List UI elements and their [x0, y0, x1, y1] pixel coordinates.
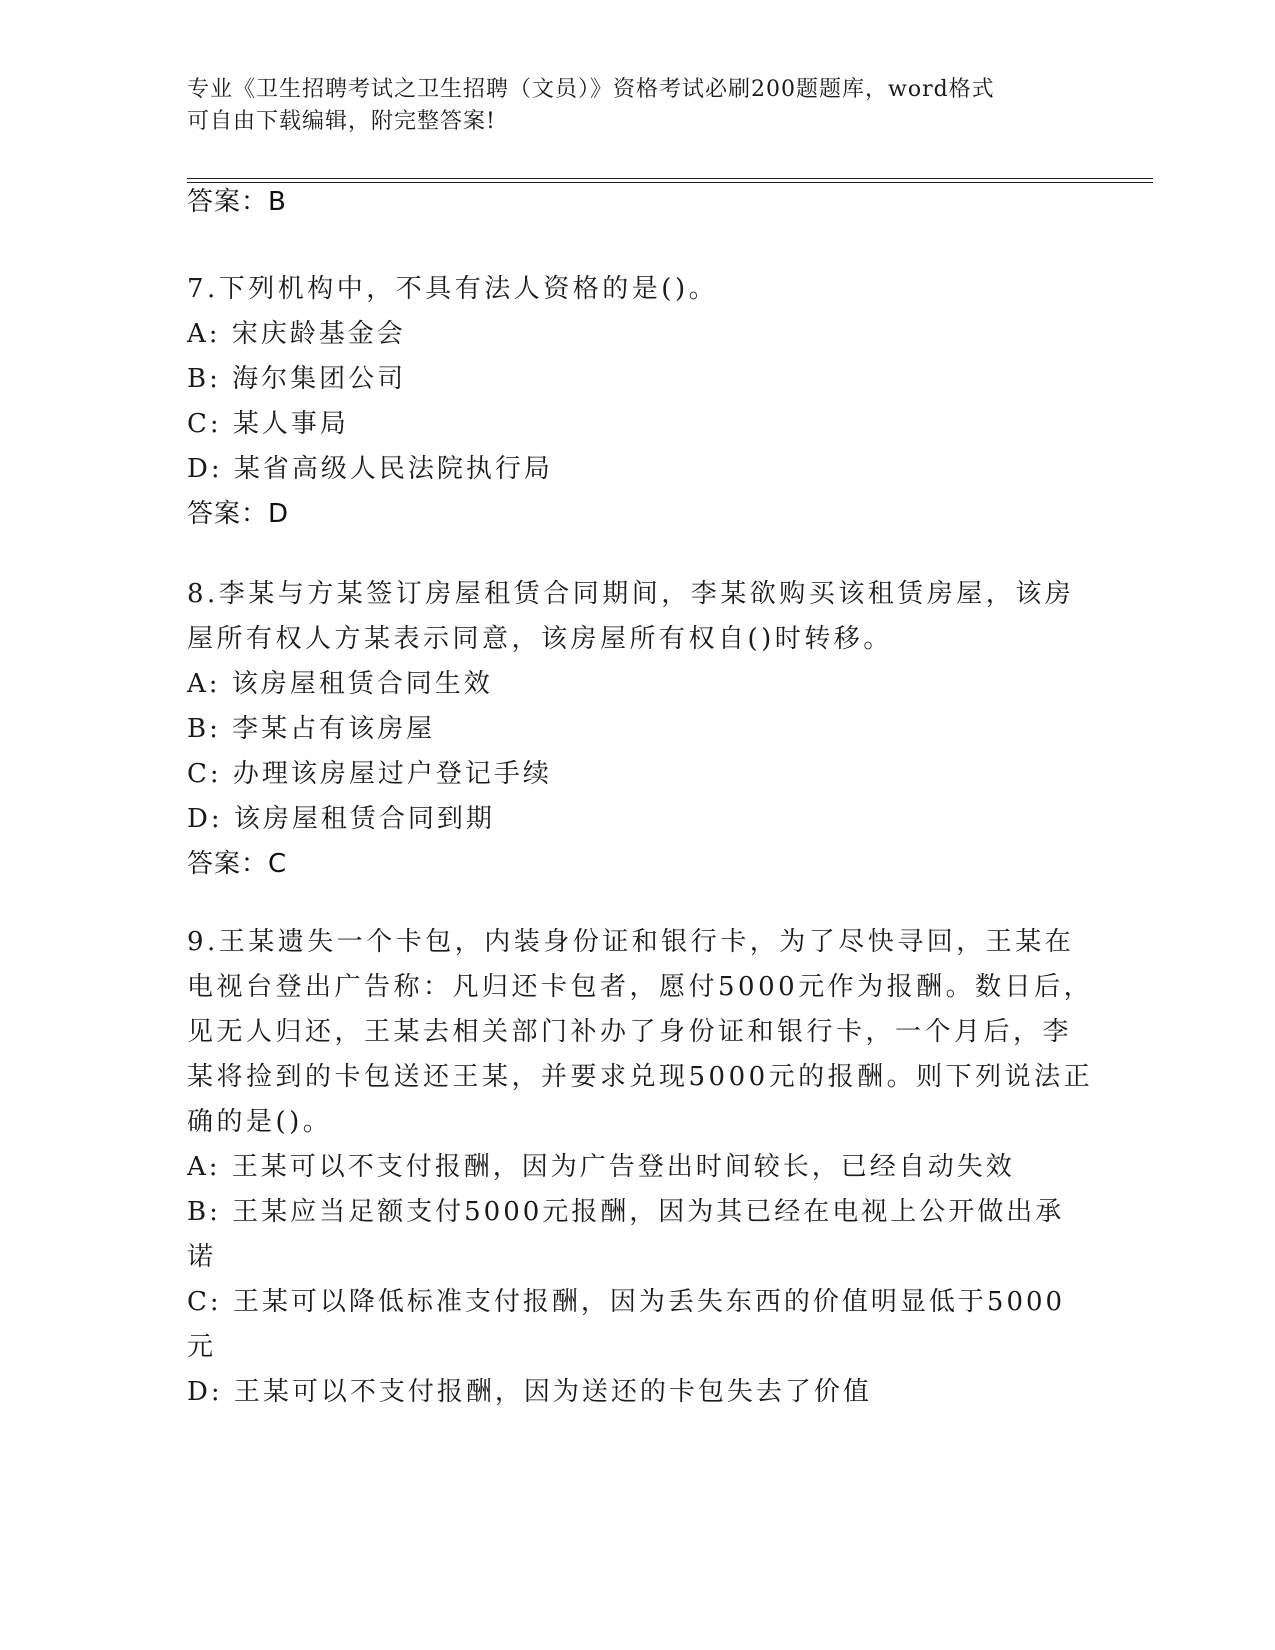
question-7-answer	[187, 492, 1087, 537]
question-8-option-d: D: 该房屋租赁合同到期	[187, 804, 495, 834]
question-8	[187, 572, 1087, 887]
answer-label: 答案：	[187, 187, 269, 217]
header-line-1: 专业《卫生招聘考试之卫生招聘（文员）》资格考试必刷200题题库，word格式	[187, 77, 995, 102]
question-9-option-c-cont: 元	[187, 1332, 217, 1362]
answer-value: C	[268, 849, 287, 879]
answer-label: 答案：	[187, 849, 269, 879]
question-9-stem-line-4: 某将捡到的卡包送还王某，并要求兑现5000元的报酬。则下列说法正	[187, 1062, 1094, 1092]
question-8-option-c: C: 办理该房屋过户登记手续	[187, 759, 552, 789]
answer-previous	[187, 180, 1087, 225]
question-8-option-a: A: 该房屋租赁合同生效	[187, 669, 493, 699]
header-line-2: 可自由下载编辑，附完整答案!	[187, 109, 496, 134]
question-9-stem-line-1: 9.王某遗失一个卡包，内装身份证和银行卡，为了尽快寻回，王某在	[187, 927, 1075, 957]
question-8-answer	[187, 842, 1087, 887]
question-9-stem-line-5: 确的是()。	[187, 1107, 333, 1137]
question-8-stem-line-2: 屋所有权人方某表示同意，该房屋所有权自()时转移。	[187, 624, 893, 654]
question-8-option-b: B: 李某占有该房屋	[187, 714, 436, 744]
question-9-stem-line-2: 电视台登出广告称：凡归还卡包者，愿付5000元作为报酬。数日后，	[187, 972, 1094, 1002]
question-9-option-c: C: 王某可以降低标准支付报酬，因为丢失东西的价值明显低于5000	[187, 1287, 1066, 1317]
question-9-option-a: A: 王某可以不支付报酬，因为广告登出时间较长，已经自动失效	[187, 1152, 1015, 1182]
answer-value: D	[268, 499, 289, 529]
question-9-option-d: D: 王某可以不支付报酬，因为送还的卡包失去了价值	[187, 1377, 872, 1407]
document-header	[187, 74, 1067, 138]
question-7-option-c: C: 某人事局	[187, 409, 349, 439]
question-7-option-b: B: 海尔集团公司	[187, 364, 407, 394]
question-9	[187, 920, 1094, 1415]
question-8-stem-line-1: 8.李某与方某签订房屋租赁合同期间，李某欲购买该租赁房屋，该房	[187, 579, 1075, 609]
question-9-option-b-cont: 诺	[187, 1242, 217, 1272]
question-7-option-d: D: 某省高级人民法院执行局	[187, 454, 553, 484]
question-7	[187, 267, 1087, 537]
answer-label: 答案：	[187, 499, 269, 529]
question-9-stem-line-3: 见无人归还，王某去相关部门补办了身份证和银行卡，一个月后，李	[187, 1017, 1073, 1047]
answer-value: B	[268, 187, 286, 217]
question-7-stem: 7.下列机构中，不具有法人资格的是()。	[187, 274, 719, 304]
question-7-option-a: A: 宋庆龄基金会	[187, 319, 406, 349]
question-9-option-b: B: 王某应当足额支付5000元报酬，因为其已经在电视上公开做出承	[187, 1197, 1065, 1227]
